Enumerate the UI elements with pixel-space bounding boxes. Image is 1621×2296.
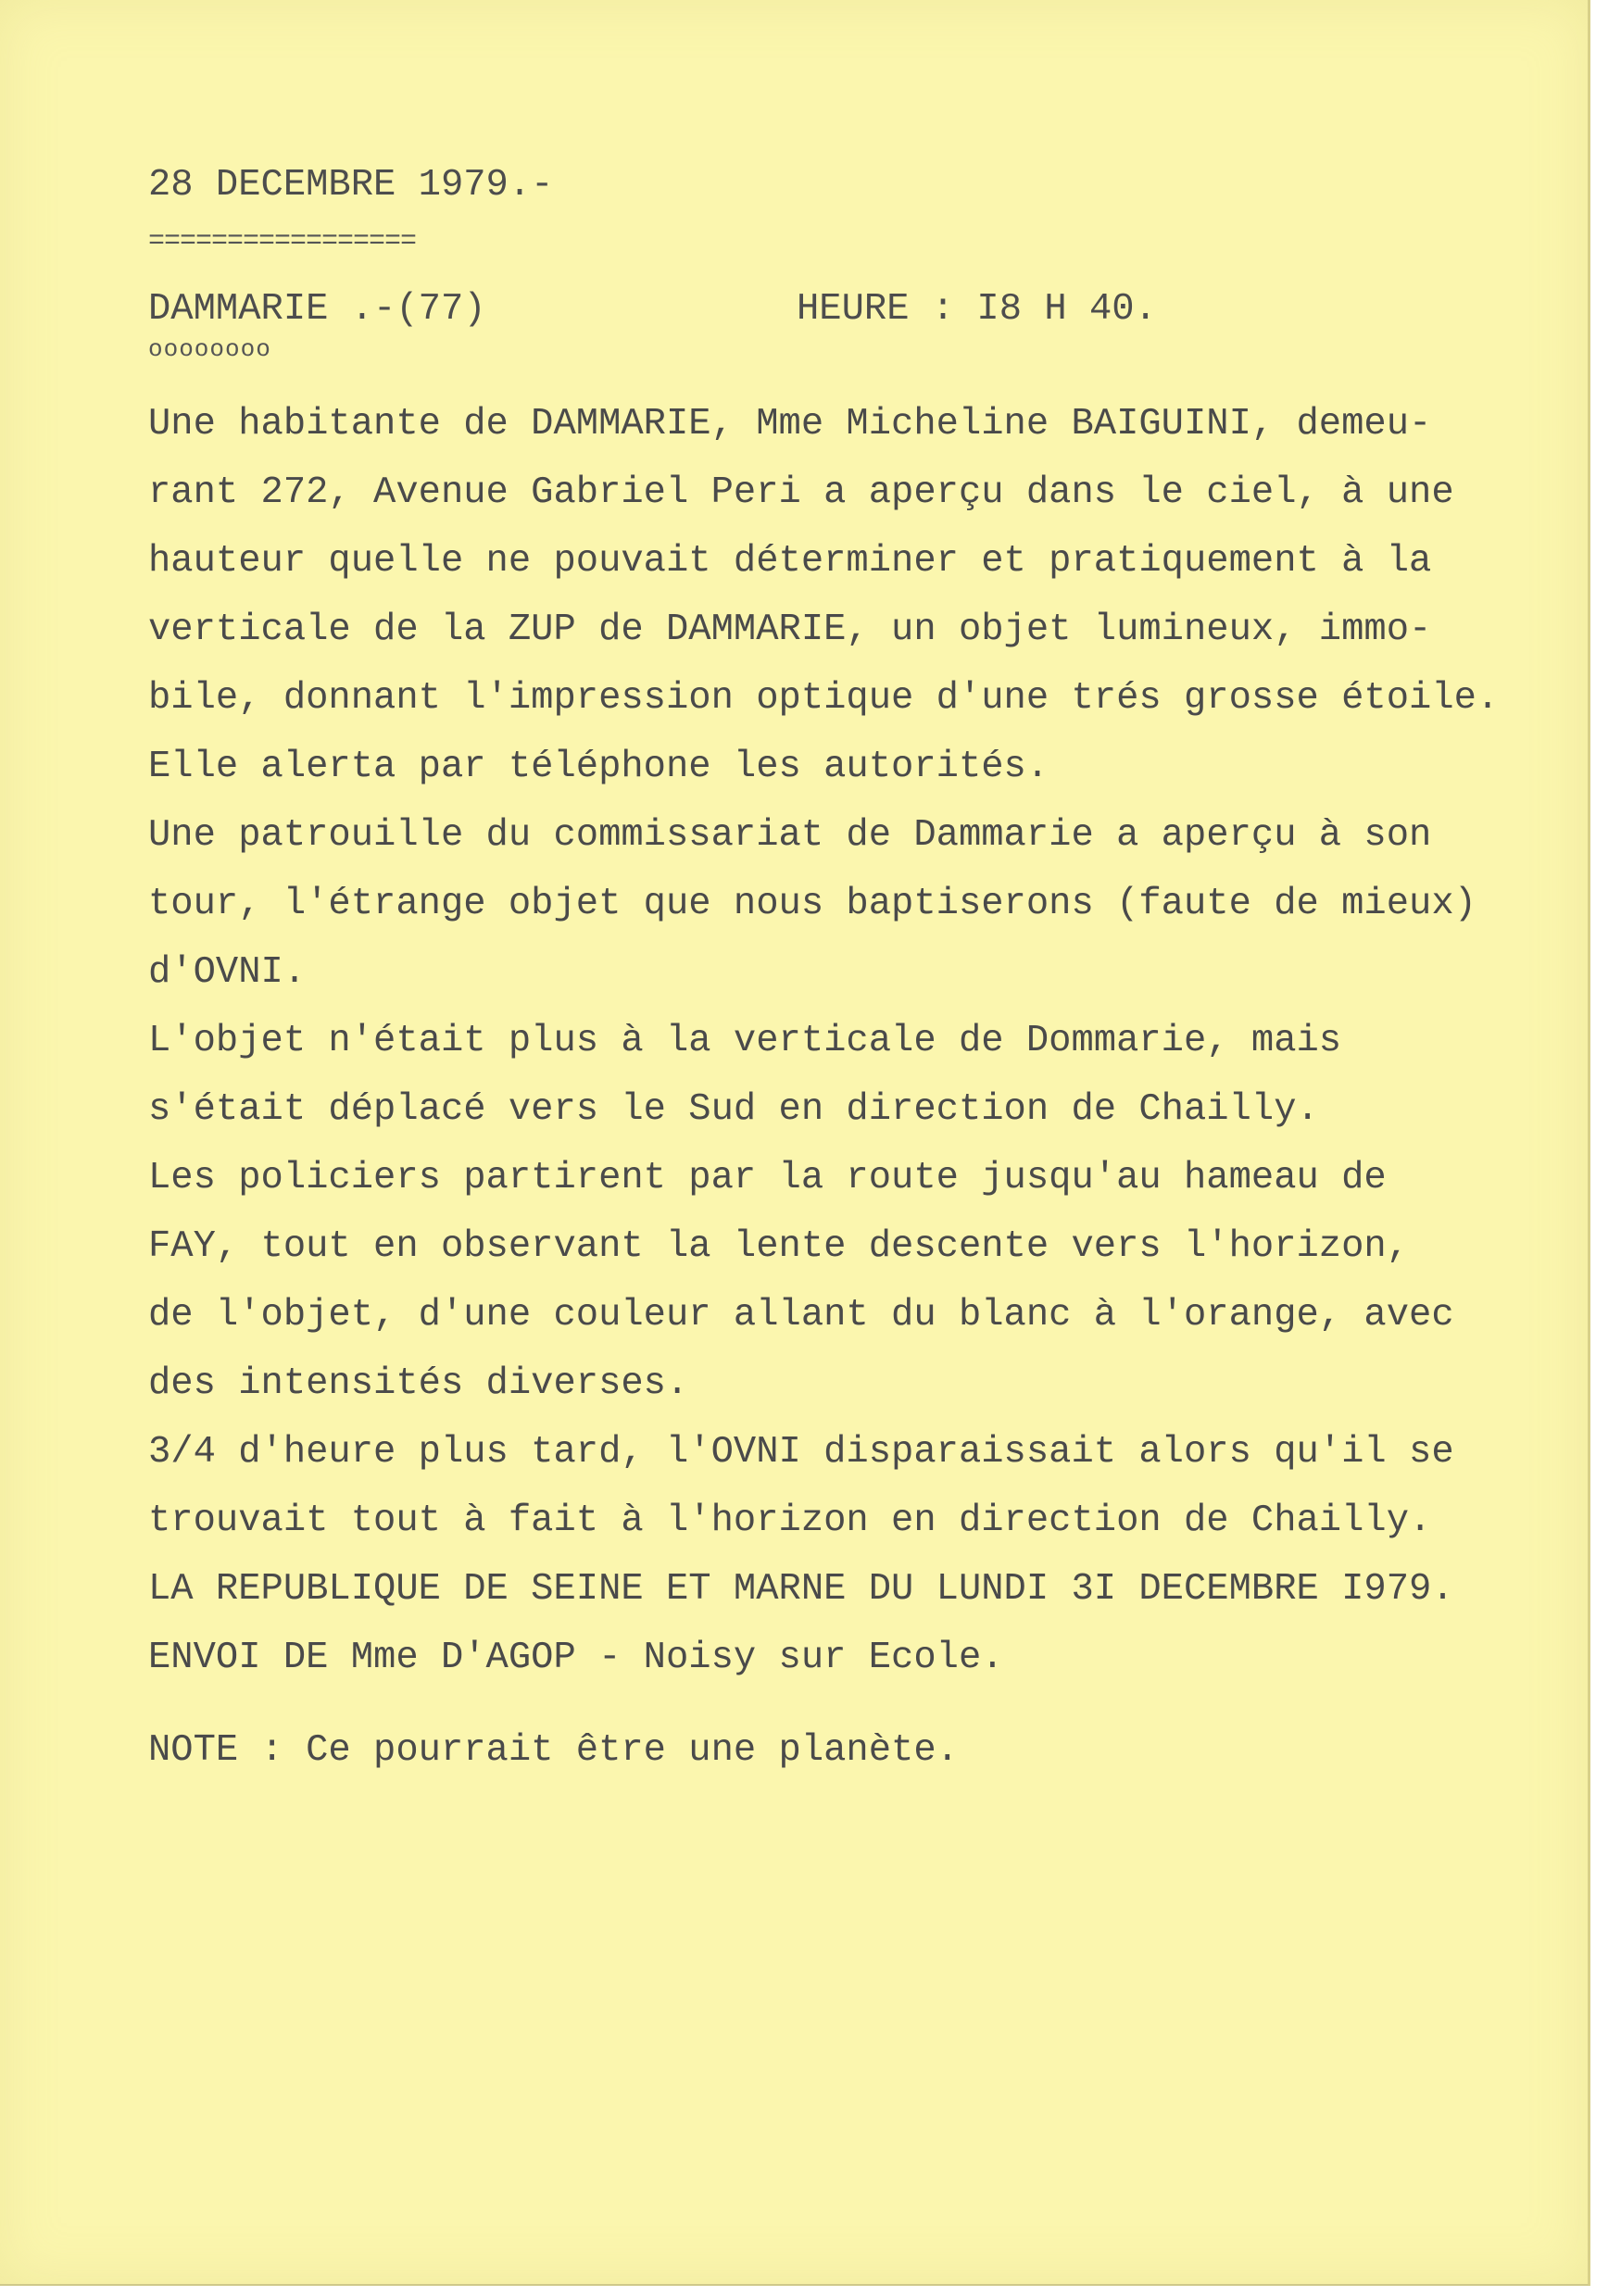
date-underline: ================= [148,226,417,257]
body-line: des intensités diverses. [148,1362,689,1405]
body-line: hauteur quelle ne pouvait déterminer et pratiquement à la [148,540,1432,583]
body-line: s'était déplacé vers le Sud en direction de Chailly. [148,1088,1319,1131]
body-line: verticale de la ZUP de DAMMARIE, un objet lumineux, immo- [148,609,1432,651]
note-line: NOTE : Ce pourrait être une planète. [148,1729,959,1772]
body-line: rant 272, Avenue Gabriel Peri a aperçu dans le ciel, à une [148,471,1454,514]
body-line: Une habitante de DAMMARIE, Mme Micheline BAIGUINI, demeu- [148,403,1432,445]
body-line: trouvait tout à fait à l'horizon en direction de Chailly. [148,1499,1432,1542]
body-line: tour, l'étrange objet que nous baptiserons (faute de mieux) [148,883,1476,925]
body-line: de l'objet, d'une couleur allant du blanc à l'orange, avec [148,1294,1454,1336]
time-heading: HEURE : I8 H 40. [797,288,1157,331]
place-underline: oooooooo [148,335,271,363]
body-line: d'OVNI. [148,951,307,994]
body-line: Une patrouille du commissariat de Dammarie a aperçu à son [148,814,1432,857]
source-line: LA REPUBLIQUE DE SEINE ET MARNE DU LUNDI 3I DECEMBRE I979. [148,1568,1454,1611]
body-line: 3/4 d'heure plus tard, l'OVNI disparaissait alors qu'il se [148,1431,1454,1474]
sender-line: ENVOI DE Mme D'AGOP - Noisy sur Ecole. [148,1637,1004,1679]
place-heading: DAMMARIE .-(77) [148,288,486,331]
body-line: bile, donnant l'impression optique d'une trés grosse étoile. [148,677,1500,720]
body-line: Les policiers partirent par la route jusqu'au hameau de [148,1157,1387,1199]
body-line: FAY, tout en observant la lente descente vers l'horizon, [148,1225,1410,1268]
date-heading: 28 DECEMBRE 1979.- [148,164,554,207]
body-line: Elle alerta par téléphone les autorités. [148,746,1049,788]
body-line: L'objet n'était plus à la verticale de Dommarie, mais [148,1020,1342,1062]
